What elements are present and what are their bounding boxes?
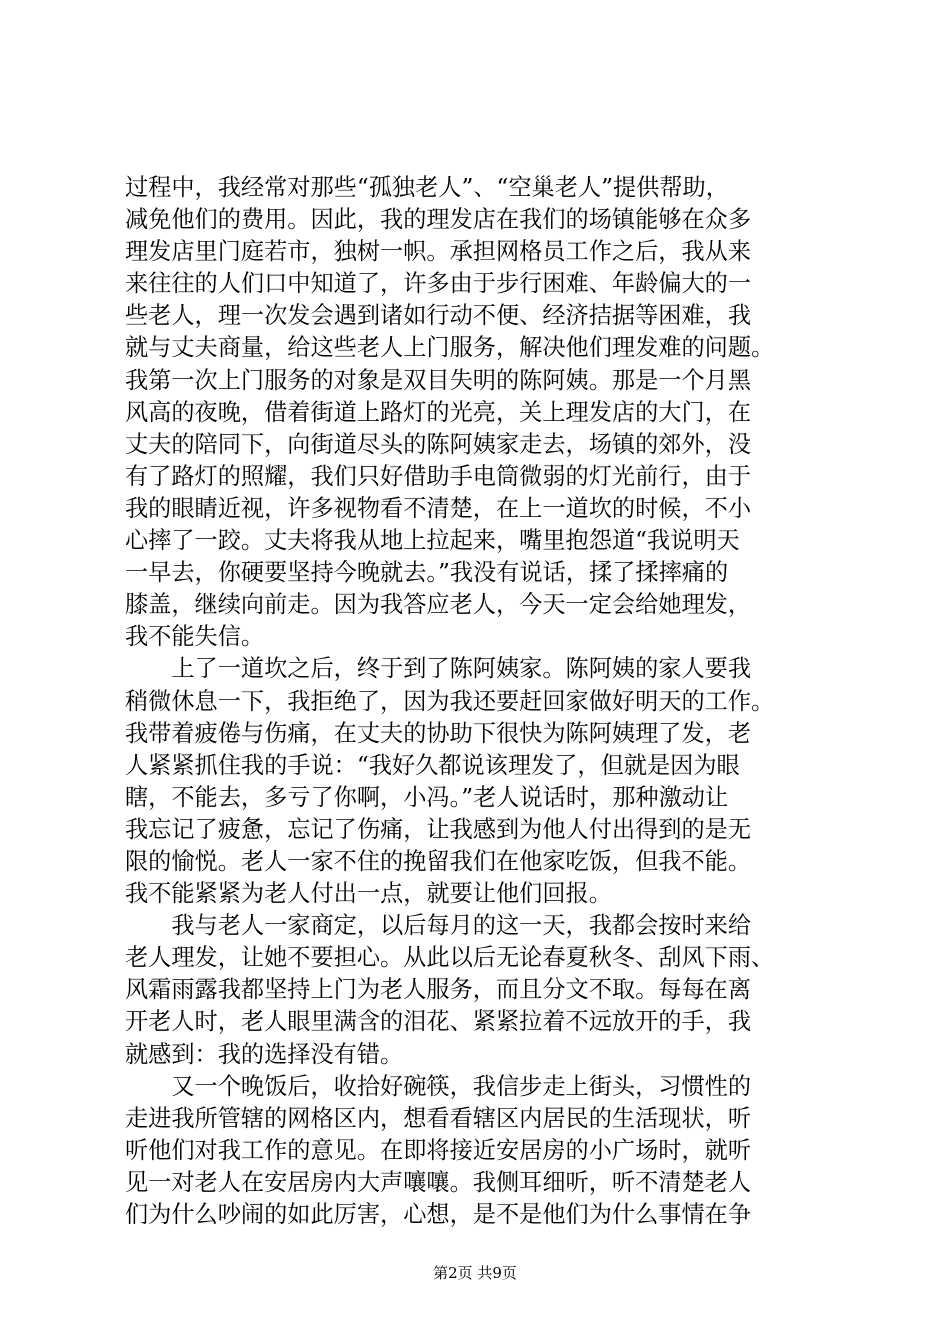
text-line: 稍微休息一下，我拒绝了，因为我还要赶回家做好明天的工作。: [125, 687, 775, 715]
text-line: 一早去，你硬要坚持今晚就去。”我没有说话，揉了揉摔痛的: [125, 559, 729, 587]
text-line: 减免他们的费用。因此，我的理发店在我们的场镇能够在众多: [125, 206, 752, 234]
text-line: 我与老人一家商定，以后每月的这一天，我都会按时来给: [125, 912, 752, 940]
text-line: 又一个晚饭后，收拾好碗筷，我信步走上街头，习惯性的: [125, 1072, 752, 1100]
text-line: 见一对老人在安居房内大声嚷嚷。我侧耳细听，听不清楚老人: [125, 1168, 752, 1196]
text-line: 限的愉悦。老人一家不住的挽留我们在他家吃饭，但我不能。: [125, 847, 752, 875]
text-line: 过程中，我经常对那些“孤独老人”、“空巢老人”提供帮助，: [125, 174, 729, 201]
text-line: 我的眼睛近视，许多视物看不清楚，在上一道坎的时候，不小: [125, 494, 752, 522]
text-line: 风霜雨露我都坚持上门为老人服务，而且分文不取。每每在离: [125, 976, 752, 1004]
text-line: 膝盖，继续向前走。因为我答应老人，今天一定会给她理发，: [125, 591, 752, 619]
text-line: 有了路灯的照耀，我们只好借助手电筒微弱的灯光前行，由于: [125, 462, 752, 490]
body-text: [125, 172, 845, 1231]
text-line: 我忘记了疲惫，忘记了伤痛，让我感到为他人付出得到的是无: [125, 815, 752, 843]
text-line: 开老人时，老人眼里满含的泪花、紧紧拉着不远放开的手，我: [125, 1008, 752, 1036]
text-line: 我带着疲倦与伤痛，在丈夫的协助下很快为陈阿姨理了发，老: [125, 719, 752, 747]
text-line: 走进我所管辖的网格区内，想看看辖区内居民的生活现状，听: [125, 1104, 752, 1132]
text-line: 风高的夜晚，借着街道上路灯的光亮，关上理发店的大门，在: [125, 398, 752, 426]
text-line: 心摔了一跤。丈夫将我从地上拉起来，嘴里抱怨道“我说明天: [125, 527, 740, 555]
text-line: 我第一次上门服务的对象是双目失明的陈阿姨。那是一个月黑: [125, 366, 752, 394]
text-line: 们为什么吵闹的如此厉害，心想，是不是他们为什么事情在争: [125, 1201, 752, 1228]
text-line: 老人理发，让她不要担心。从此以后无论春夏秋冬、刮风下雨、: [125, 944, 775, 972]
text-line: 丈夫的陪同下，向街道尽头的陈阿姨家走去，场镇的郊外，没: [125, 430, 752, 458]
text-line: 理发店里门庭若市，独树一帜。承担网格员工作之后，我从来: [125, 238, 752, 266]
text-line: 来往往的人们口中知道了，许多由于步行困难、年龄偏大的一: [125, 270, 752, 298]
text-line: 听他们对我工作的意见。在即将接近安居房的小广场时，就听: [125, 1136, 752, 1164]
text-line: 上了一道坎之后，终于到了陈阿姨家。陈阿姨的家人要我: [125, 655, 752, 683]
page-footer: 第2页 共9页: [433, 1264, 517, 1282]
text-line: 人紧紧抓住我的手说：“我好久都说该理发了，但就是因为眼: [125, 751, 740, 779]
text-line: 我不能失信。: [125, 623, 265, 651]
text-line: 就感到：我的选择没有错。: [125, 1040, 404, 1068]
text-line: 些老人，理一次发会遇到诸如行动不便、经济拮据等困难，我: [125, 302, 752, 330]
text-line: 我不能紧紧为老人付出一点，就要让他们回报。: [125, 880, 612, 908]
text-line: 就与丈夫商量，给这些老人上门服务，解决他们理发难的问题。: [125, 334, 775, 362]
text-line: 瞎，不能去，多亏了你啊，小冯。”老人说话时，那种激动让: [125, 783, 729, 811]
